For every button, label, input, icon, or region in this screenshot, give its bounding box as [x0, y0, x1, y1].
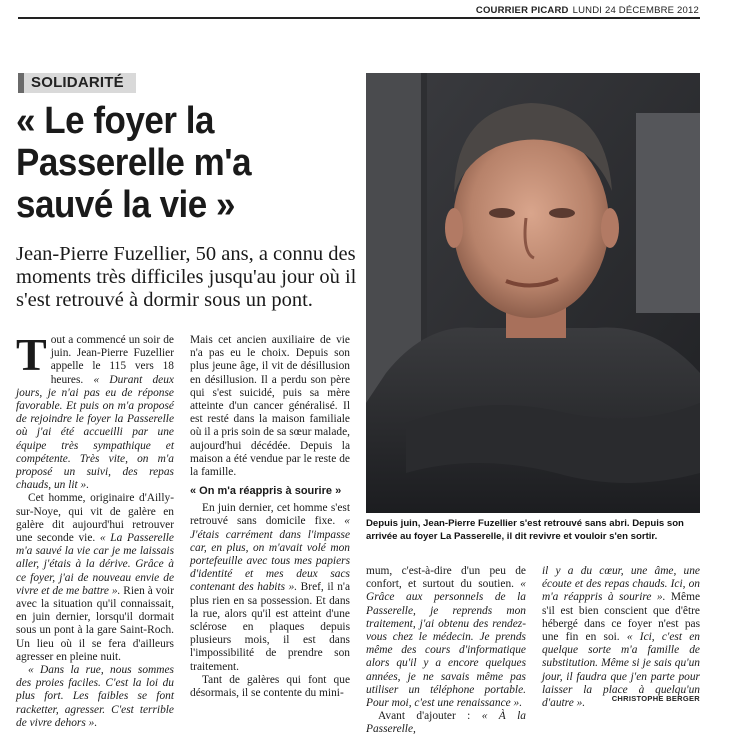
standfirst: Jean-Pierre Fuzellier, 50 ans, a connu des moments très difficiles jusqu'au jour où il s'est retrouvé à dormir sous un pont.	[16, 243, 357, 311]
top-rule	[18, 17, 700, 19]
author-signature: CHRISTOPHE BERGER	[611, 694, 700, 703]
quote: « Grâce aux personnels de la Passerelle, je reprends mon traitement, j'ai obtenu des rendez-vous chez le médecin. Je prends même des cours d'informatique alors qu'il y a encore quelques années, je ne savais même pas utiliser un téléphone portable. Pour moi, c'est une renaissance ».	[366, 578, 526, 710]
quote: « Dans la rue, nous sommes des proies faciles. C'est la loi du plus fort. Les faibles se font racketter, agresser. C'est terrible de vivre dehors ».	[16, 664, 174, 729]
article-column-1	[16, 329, 174, 730]
drop-cap: T	[16, 329, 47, 380]
photo-caption: Depuis juin, Jean-Pierre Fuzellier s'est retrouvé sans abri. Depuis son arrivée au foyer La Passerelle, il dit revivre et vouloir s'en sortir.	[366, 518, 684, 542]
text: out a commencé un soir de juin. Jean-Pierre Fuzellier appelle le 115 vers 18 heures.	[50, 334, 174, 386]
article-column-2	[190, 334, 350, 700]
quote: « Ici, c'est en quelque sorte m'a famille de substitution. Même si je sais qu'un jour, il faudra que j'en parte pour laisser la place à quelqu'un d'autre ».	[542, 631, 700, 710]
text: Cet homme, originaire d'Ailly-sur-Noye, qui vit de galère en galère dit aujourd'hui retrouver une seconde vie.	[16, 492, 174, 545]
kicker-label: SOLIDARITÉ	[31, 74, 124, 91]
paragraph	[190, 334, 350, 479]
paragraph	[16, 664, 174, 730]
masthead	[476, 5, 699, 16]
quote: « J'étais carrément dans l'impasse car, en plus, on m'avait volé mon portefeuille avec tous mes papiers d'identité et mes deux sacs contenant des habits ».	[190, 515, 350, 594]
paragraph	[16, 329, 174, 492]
article-column-3	[366, 565, 526, 737]
newspaper-name: COURRIER PICARD	[475, 5, 569, 16]
subheading: « On m'a réappris à sourire »	[190, 485, 342, 498]
text: Rien à voir avec la situation qu'il connaissait, en juin dernier, lorsqu'il dormait sous un pont à la gare Saint-Roch. Un lieu où il se fera d'ailleurs agresser en pleine nuit.	[16, 584, 174, 663]
paragraph	[366, 710, 526, 736]
quote: « Durant deux jours, je n'ai pas eu de réponse favorable. Et puis on m'a proposé de rejoindre le foyer la Passerelle où j'ai été accueilli par une équipe très sympathique et compétente. Très vite, on m'a proposé un suivi, des repas chauds, un lit ».	[16, 373, 174, 492]
text: mum, c'est-à-dire d'un peu de confort, et surtout du soutien.	[366, 565, 526, 591]
issue-date: LUNDI 24 DÉCEMBRE 2012	[572, 5, 699, 16]
paragraph	[190, 502, 350, 674]
text: En juin dernier, cet homme s'est retrouvé sans domicile fixe.	[190, 502, 350, 528]
text: Bref, il n'a plus rien en sa possession. Et dans la rue, alors qu'il est atteint d'une sclérose en plaques depuis plusieurs mois, il est dans l'impossibilité de prendre son traitement.	[190, 581, 350, 673]
text: Mais cet ancien auxiliaire de vie n'a pas eu le choix. Depuis son plus jeune âge, il vit de désillusion en désillusion. Il a perdu son père qui s'est suicidé, puis sa mère atteinte d'un cancer généralisé. Il est resté dans la maison familiale où il a pris soin de sa sœur malade, aujourd'hui décédée. Depuis la maison a été vendue par le reste de la famille.	[190, 334, 350, 479]
portrait-image	[366, 73, 700, 513]
quote: il y a du cœur, une âme, une écoute et des repas chauds. Ici, on m'a réappris à sourire ».	[542, 565, 700, 604]
paragraph	[366, 565, 526, 710]
article-photo	[366, 73, 700, 513]
paragraph	[16, 492, 174, 664]
text: Même s'il est bien conscient que d'être hébergé dans ce foyer n'est pas une fin en soi.	[542, 591, 700, 644]
quote: « La Passerelle m'a sauvé la vie car je me laissais aller, j'étais à la dérive. Grâce à ce foyer, j'ai de nouveau envie de vivre et de me battre ».	[16, 532, 174, 597]
kicker-accent	[18, 73, 24, 93]
article-column-4	[542, 565, 700, 710]
quote: « À la Passerelle,	[366, 710, 526, 736]
paragraph	[190, 674, 350, 700]
text: Avant d'ajouter :	[378, 710, 482, 723]
paragraph	[542, 565, 700, 710]
text: Tant de galères qui font que désormais, il se contente du mini-	[190, 673, 350, 700]
headline: « Le foyer la Passerelle m'a sauvé la vie »	[16, 100, 252, 226]
